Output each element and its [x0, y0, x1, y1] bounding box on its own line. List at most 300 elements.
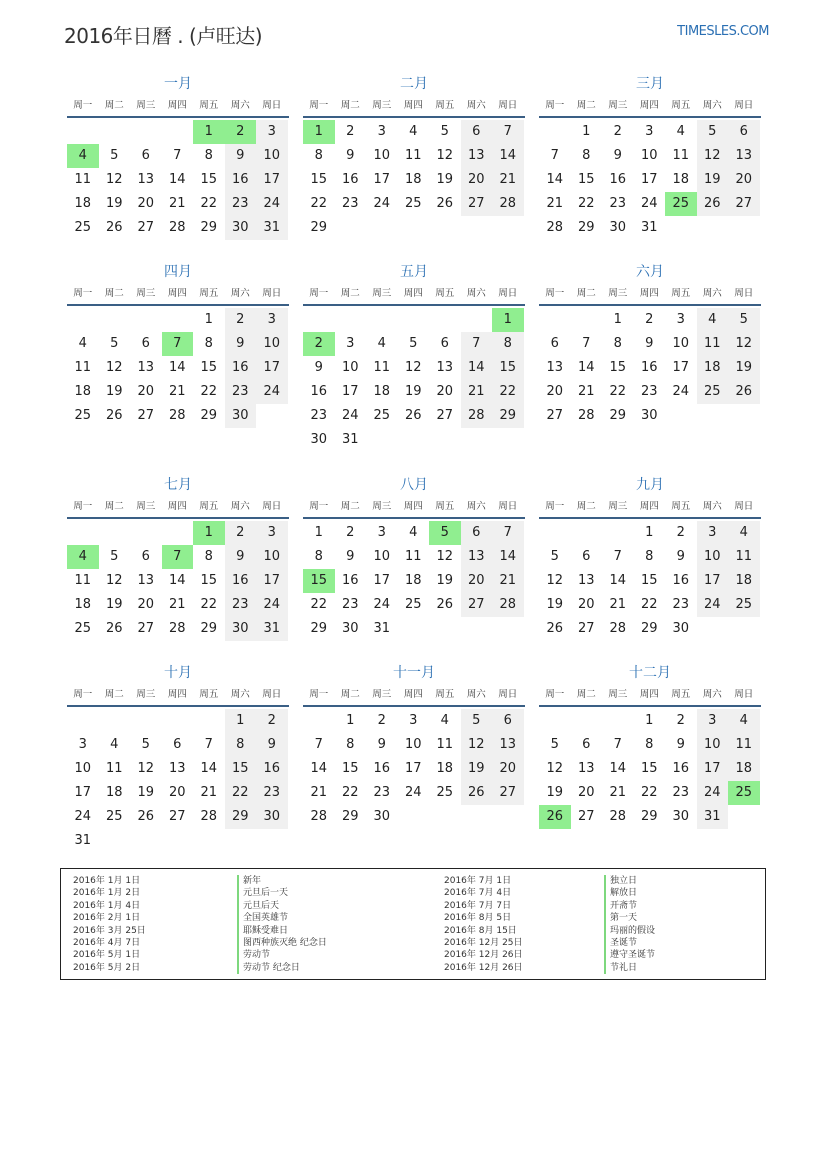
- day-cell[interactable]: 27: [728, 192, 760, 216]
- day-cell[interactable]: 26: [404, 408, 422, 423]
- day-cell[interactable]: 19: [105, 597, 123, 612]
- day-cell[interactable]: 11: [373, 360, 391, 375]
- day-cell[interactable]: 16: [341, 573, 359, 588]
- day-cell[interactable]: 7: [173, 148, 182, 163]
- day-cell[interactable]: 27: [436, 408, 454, 423]
- day-cell[interactable]: 19: [436, 172, 454, 187]
- day-cell[interactable]: 5: [110, 549, 119, 564]
- day-cell[interactable]: 23: [225, 593, 257, 617]
- day-cell[interactable]: 29: [492, 404, 524, 428]
- day-cell[interactable]: 2: [225, 521, 257, 545]
- day-cell[interactable]: 18: [728, 569, 760, 593]
- day-cell[interactable]: 14: [492, 144, 524, 168]
- day-cell[interactable]: 15: [200, 172, 218, 187]
- day-cell[interactable]: 12: [105, 172, 123, 187]
- day-cell[interactable]: 20: [577, 785, 595, 800]
- day-cell[interactable]: 6: [141, 336, 150, 351]
- day-cell[interactable]: 29: [310, 220, 328, 235]
- day-cell[interactable]: 2: [225, 308, 257, 332]
- day-cell[interactable]: 28: [609, 809, 627, 824]
- day-cell[interactable]: 3: [377, 124, 386, 139]
- day-cell[interactable]: 18: [74, 384, 92, 399]
- day-cell[interactable]: 3: [697, 709, 729, 733]
- day-cell[interactable]: 1: [225, 709, 257, 733]
- day-cell[interactable]: 10: [373, 549, 391, 564]
- day-cell[interactable]: 22: [577, 196, 595, 211]
- day-cell[interactable]: 1: [645, 713, 654, 728]
- day-cell[interactable]: 29: [341, 809, 359, 824]
- day-cell[interactable]: 11: [74, 172, 92, 187]
- day-cell[interactable]: 15: [577, 172, 595, 187]
- day-cell[interactable]: 8: [645, 549, 654, 564]
- day-cell[interactable]: 5: [550, 549, 559, 564]
- day-cell[interactable]: 21: [577, 384, 595, 399]
- day-cell[interactable]: 16: [256, 757, 288, 781]
- day-cell[interactable]: 5: [461, 709, 493, 733]
- day-cell[interactable]: 15: [609, 360, 627, 375]
- day-cell[interactable]: 17: [256, 356, 288, 380]
- day-cell[interactable]: 17: [74, 785, 92, 800]
- holiday-day-cell[interactable]: 2: [303, 332, 335, 356]
- day-cell[interactable]: 22: [341, 785, 359, 800]
- day-cell[interactable]: 24: [373, 597, 391, 612]
- day-cell[interactable]: 29: [609, 408, 627, 423]
- day-cell[interactable]: 4: [110, 737, 119, 752]
- day-cell[interactable]: 26: [105, 621, 123, 636]
- day-cell[interactable]: 7: [204, 737, 213, 752]
- day-cell[interactable]: 28: [168, 220, 186, 235]
- day-cell[interactable]: 18: [728, 757, 760, 781]
- day-cell[interactable]: 28: [168, 621, 186, 636]
- day-cell[interactable]: 6: [728, 120, 760, 144]
- day-cell[interactable]: 6: [492, 709, 524, 733]
- day-cell[interactable]: 13: [137, 360, 155, 375]
- day-cell[interactable]: 14: [546, 172, 564, 187]
- day-cell[interactable]: 6: [173, 737, 182, 752]
- day-cell[interactable]: 14: [461, 356, 493, 380]
- day-cell[interactable]: 9: [377, 737, 386, 752]
- day-cell[interactable]: 29: [200, 408, 218, 423]
- day-cell[interactable]: 29: [200, 220, 218, 235]
- day-cell[interactable]: 18: [373, 384, 391, 399]
- day-cell[interactable]: 3: [78, 737, 87, 752]
- day-cell[interactable]: 3: [346, 336, 355, 351]
- day-cell[interactable]: 30: [256, 805, 288, 829]
- day-cell[interactable]: 29: [640, 621, 658, 636]
- day-cell[interactable]: 27: [546, 408, 564, 423]
- day-cell[interactable]: 21: [168, 597, 186, 612]
- day-cell[interactable]: 30: [672, 809, 690, 824]
- day-cell[interactable]: 26: [436, 196, 454, 211]
- day-cell[interactable]: 30: [225, 404, 257, 428]
- day-cell[interactable]: 2: [256, 709, 288, 733]
- day-cell[interactable]: 14: [168, 573, 186, 588]
- day-cell[interactable]: 19: [105, 196, 123, 211]
- day-cell[interactable]: 20: [137, 384, 155, 399]
- day-cell[interactable]: 30: [310, 432, 328, 447]
- day-cell[interactable]: 10: [74, 761, 92, 776]
- day-cell[interactable]: 11: [728, 545, 760, 569]
- holiday-day-cell[interactable]: 7: [162, 332, 194, 356]
- day-cell[interactable]: 4: [409, 525, 418, 540]
- day-cell[interactable]: 10: [256, 545, 288, 569]
- day-cell[interactable]: 23: [256, 781, 288, 805]
- day-cell[interactable]: 3: [409, 713, 418, 728]
- day-cell[interactable]: 22: [200, 384, 218, 399]
- day-cell[interactable]: 21: [168, 196, 186, 211]
- day-cell[interactable]: 6: [440, 336, 449, 351]
- day-cell[interactable]: 27: [577, 621, 595, 636]
- day-cell[interactable]: 9: [225, 545, 257, 569]
- day-cell[interactable]: 22: [200, 196, 218, 211]
- day-cell[interactable]: 3: [256, 120, 288, 144]
- day-cell[interactable]: 23: [672, 785, 690, 800]
- day-cell[interactable]: 6: [141, 148, 150, 163]
- day-cell[interactable]: 30: [672, 621, 690, 636]
- day-cell[interactable]: 1: [346, 713, 355, 728]
- day-cell[interactable]: 27: [461, 593, 493, 617]
- day-cell[interactable]: 4: [728, 709, 760, 733]
- day-cell[interactable]: 15: [640, 761, 658, 776]
- day-cell[interactable]: 10: [697, 733, 729, 757]
- day-cell[interactable]: 30: [225, 617, 257, 641]
- day-cell[interactable]: 2: [346, 525, 355, 540]
- day-cell[interactable]: 20: [461, 569, 493, 593]
- day-cell[interactable]: 31: [341, 432, 359, 447]
- day-cell[interactable]: 14: [492, 545, 524, 569]
- day-cell[interactable]: 3: [676, 312, 685, 327]
- day-cell[interactable]: 6: [582, 737, 591, 752]
- day-cell[interactable]: 25: [105, 809, 123, 824]
- day-cell[interactable]: 21: [546, 196, 564, 211]
- day-cell[interactable]: 5: [728, 308, 760, 332]
- day-cell[interactable]: 8: [225, 733, 257, 757]
- day-cell[interactable]: 16: [225, 356, 257, 380]
- holiday-day-cell[interactable]: 26: [539, 805, 571, 829]
- day-cell[interactable]: 9: [676, 549, 685, 564]
- day-cell[interactable]: 28: [168, 408, 186, 423]
- day-cell[interactable]: 22: [640, 785, 658, 800]
- day-cell[interactable]: 19: [461, 757, 493, 781]
- day-cell[interactable]: 5: [409, 336, 418, 351]
- day-cell[interactable]: 16: [373, 761, 391, 776]
- day-cell[interactable]: 20: [168, 785, 186, 800]
- holiday-day-cell[interactable]: 2: [225, 120, 257, 144]
- day-cell[interactable]: 30: [373, 809, 391, 824]
- day-cell[interactable]: 12: [436, 148, 454, 163]
- day-cell[interactable]: 11: [74, 573, 92, 588]
- day-cell[interactable]: 31: [640, 220, 658, 235]
- day-cell[interactable]: 4: [409, 124, 418, 139]
- day-cell[interactable]: 11: [697, 332, 729, 356]
- day-cell[interactable]: 14: [168, 172, 186, 187]
- day-cell[interactable]: 24: [256, 192, 288, 216]
- day-cell[interactable]: 5: [110, 336, 119, 351]
- day-cell[interactable]: 10: [672, 336, 690, 351]
- day-cell[interactable]: 22: [609, 384, 627, 399]
- day-cell[interactable]: 9: [225, 332, 257, 356]
- day-cell[interactable]: 26: [546, 621, 564, 636]
- day-cell[interactable]: 16: [310, 384, 328, 399]
- day-cell[interactable]: 20: [137, 196, 155, 211]
- holiday-day-cell[interactable]: 1: [193, 120, 225, 144]
- day-cell[interactable]: 12: [728, 332, 760, 356]
- day-cell[interactable]: 22: [225, 781, 257, 805]
- day-cell[interactable]: 11: [105, 761, 123, 776]
- site-logo-text[interactable]: TIMESLES.COM: [677, 24, 769, 39]
- day-cell[interactable]: 12: [105, 360, 123, 375]
- day-cell[interactable]: 12: [697, 144, 729, 168]
- day-cell[interactable]: 26: [105, 408, 123, 423]
- day-cell[interactable]: 18: [697, 356, 729, 380]
- day-cell[interactable]: 14: [609, 761, 627, 776]
- day-cell[interactable]: 3: [256, 308, 288, 332]
- day-cell[interactable]: 23: [341, 597, 359, 612]
- day-cell[interactable]: 12: [404, 360, 422, 375]
- day-cell[interactable]: 15: [310, 172, 328, 187]
- day-cell[interactable]: 20: [137, 597, 155, 612]
- day-cell[interactable]: 24: [404, 785, 422, 800]
- day-cell[interactable]: 13: [137, 573, 155, 588]
- day-cell[interactable]: 27: [492, 781, 524, 805]
- day-cell[interactable]: 17: [256, 168, 288, 192]
- day-cell[interactable]: 27: [168, 809, 186, 824]
- day-cell[interactable]: 25: [373, 408, 391, 423]
- day-cell[interactable]: 13: [168, 761, 186, 776]
- day-cell[interactable]: 11: [404, 148, 422, 163]
- day-cell[interactable]: 7: [461, 332, 493, 356]
- day-cell[interactable]: 28: [492, 593, 524, 617]
- day-cell[interactable]: 20: [461, 168, 493, 192]
- day-cell[interactable]: 7: [613, 549, 622, 564]
- day-cell[interactable]: 18: [436, 761, 454, 776]
- day-cell[interactable]: 4: [78, 336, 87, 351]
- day-cell[interactable]: 28: [310, 809, 328, 824]
- day-cell[interactable]: 16: [672, 761, 690, 776]
- day-cell[interactable]: 21: [168, 384, 186, 399]
- day-cell[interactable]: 13: [577, 573, 595, 588]
- day-cell[interactable]: 27: [137, 408, 155, 423]
- day-cell[interactable]: 6: [582, 549, 591, 564]
- day-cell[interactable]: 31: [373, 621, 391, 636]
- day-cell[interactable]: 19: [404, 384, 422, 399]
- day-cell[interactable]: 26: [697, 192, 729, 216]
- day-cell[interactable]: 25: [436, 785, 454, 800]
- day-cell[interactable]: 25: [404, 597, 422, 612]
- day-cell[interactable]: 19: [546, 785, 564, 800]
- day-cell[interactable]: 22: [492, 380, 524, 404]
- day-cell[interactable]: 8: [582, 148, 591, 163]
- day-cell[interactable]: 31: [697, 805, 729, 829]
- day-cell[interactable]: 9: [613, 148, 622, 163]
- day-cell[interactable]: 8: [314, 549, 323, 564]
- day-cell[interactable]: 17: [640, 172, 658, 187]
- day-cell[interactable]: 19: [137, 785, 155, 800]
- day-cell[interactable]: 8: [204, 549, 213, 564]
- day-cell[interactable]: 16: [672, 573, 690, 588]
- day-cell[interactable]: 6: [141, 549, 150, 564]
- day-cell[interactable]: 8: [346, 737, 355, 752]
- day-cell[interactable]: 31: [256, 216, 288, 240]
- day-cell[interactable]: 16: [640, 360, 658, 375]
- day-cell[interactable]: 10: [404, 737, 422, 752]
- day-cell[interactable]: 8: [204, 148, 213, 163]
- holiday-day-cell[interactable]: 1: [193, 521, 225, 545]
- day-cell[interactable]: 14: [609, 573, 627, 588]
- day-cell[interactable]: 6: [550, 336, 559, 351]
- day-cell[interactable]: 30: [341, 621, 359, 636]
- day-cell[interactable]: 18: [404, 573, 422, 588]
- day-cell[interactable]: 8: [613, 336, 622, 351]
- day-cell[interactable]: 2: [613, 124, 622, 139]
- day-cell[interactable]: 14: [200, 761, 218, 776]
- day-cell[interactable]: 21: [609, 785, 627, 800]
- day-cell[interactable]: 28: [492, 192, 524, 216]
- day-cell[interactable]: 9: [676, 737, 685, 752]
- day-cell[interactable]: 15: [225, 757, 257, 781]
- day-cell[interactable]: 10: [256, 332, 288, 356]
- day-cell[interactable]: 8: [492, 332, 524, 356]
- day-cell[interactable]: 13: [728, 144, 760, 168]
- day-cell[interactable]: 1: [204, 312, 213, 327]
- day-cell[interactable]: 5: [440, 124, 449, 139]
- day-cell[interactable]: 3: [256, 521, 288, 545]
- day-cell[interactable]: 10: [373, 148, 391, 163]
- day-cell[interactable]: 5: [697, 120, 729, 144]
- day-cell[interactable]: 21: [609, 597, 627, 612]
- day-cell[interactable]: 10: [256, 144, 288, 168]
- day-cell[interactable]: 11: [74, 360, 92, 375]
- day-cell[interactable]: 24: [256, 593, 288, 617]
- day-cell[interactable]: 18: [105, 785, 123, 800]
- day-cell[interactable]: 30: [609, 220, 627, 235]
- day-cell[interactable]: 21: [310, 785, 328, 800]
- day-cell[interactable]: 19: [436, 573, 454, 588]
- day-cell[interactable]: 24: [672, 384, 690, 399]
- day-cell[interactable]: 25: [74, 220, 92, 235]
- day-cell[interactable]: 6: [461, 120, 493, 144]
- day-cell[interactable]: 5: [141, 737, 150, 752]
- day-cell[interactable]: 15: [640, 573, 658, 588]
- day-cell[interactable]: 7: [314, 737, 323, 752]
- day-cell[interactable]: 19: [697, 168, 729, 192]
- day-cell[interactable]: 27: [461, 192, 493, 216]
- day-cell[interactable]: 18: [672, 172, 690, 187]
- day-cell[interactable]: 14: [168, 360, 186, 375]
- day-cell[interactable]: 15: [492, 356, 524, 380]
- day-cell[interactable]: 29: [200, 621, 218, 636]
- day-cell[interactable]: 28: [577, 408, 595, 423]
- day-cell[interactable]: 4: [697, 308, 729, 332]
- day-cell[interactable]: 3: [645, 124, 654, 139]
- day-cell[interactable]: 23: [609, 196, 627, 211]
- day-cell[interactable]: 19: [546, 597, 564, 612]
- day-cell[interactable]: 12: [461, 733, 493, 757]
- day-cell[interactable]: 17: [373, 573, 391, 588]
- day-cell[interactable]: 29: [310, 621, 328, 636]
- day-cell[interactable]: 13: [546, 360, 564, 375]
- day-cell[interactable]: 2: [645, 312, 654, 327]
- day-cell[interactable]: 23: [225, 192, 257, 216]
- holiday-day-cell[interactable]: 5: [429, 521, 461, 545]
- day-cell[interactable]: 28: [609, 621, 627, 636]
- day-cell[interactable]: 21: [492, 569, 524, 593]
- day-cell[interactable]: 23: [672, 597, 690, 612]
- day-cell[interactable]: 27: [137, 621, 155, 636]
- day-cell[interactable]: 10: [697, 545, 729, 569]
- day-cell[interactable]: 16: [341, 172, 359, 187]
- holiday-day-cell[interactable]: 1: [492, 308, 524, 332]
- day-cell[interactable]: 2: [676, 713, 685, 728]
- day-cell[interactable]: 9: [225, 144, 257, 168]
- holiday-day-cell[interactable]: 15: [303, 569, 335, 593]
- day-cell[interactable]: 15: [341, 761, 359, 776]
- day-cell[interactable]: 2: [346, 124, 355, 139]
- holiday-day-cell[interactable]: 25: [728, 781, 760, 805]
- day-cell[interactable]: 24: [256, 380, 288, 404]
- day-cell[interactable]: 1: [314, 525, 323, 540]
- day-cell[interactable]: 28: [546, 220, 564, 235]
- day-cell[interactable]: 18: [404, 172, 422, 187]
- day-cell[interactable]: 25: [697, 380, 729, 404]
- day-cell[interactable]: 26: [105, 220, 123, 235]
- day-cell[interactable]: 24: [697, 781, 729, 805]
- day-cell[interactable]: 11: [672, 148, 690, 163]
- day-cell[interactable]: 22: [310, 196, 328, 211]
- day-cell[interactable]: 30: [225, 216, 257, 240]
- day-cell[interactable]: 13: [137, 172, 155, 187]
- day-cell[interactable]: 27: [137, 220, 155, 235]
- day-cell[interactable]: 7: [550, 148, 559, 163]
- day-cell[interactable]: 25: [404, 196, 422, 211]
- day-cell[interactable]: 11: [436, 737, 454, 752]
- day-cell[interactable]: 22: [310, 597, 328, 612]
- day-cell[interactable]: 13: [461, 545, 493, 569]
- day-cell[interactable]: 16: [225, 168, 257, 192]
- day-cell[interactable]: 15: [200, 360, 218, 375]
- day-cell[interactable]: 9: [346, 148, 355, 163]
- day-cell[interactable]: 28: [461, 404, 493, 428]
- day-cell[interactable]: 31: [256, 617, 288, 641]
- day-cell[interactable]: 1: [582, 124, 591, 139]
- day-cell[interactable]: 26: [436, 597, 454, 612]
- day-cell[interactable]: 10: [341, 360, 359, 375]
- day-cell[interactable]: 9: [645, 336, 654, 351]
- day-cell[interactable]: 22: [640, 597, 658, 612]
- day-cell[interactable]: 12: [436, 549, 454, 564]
- day-cell[interactable]: 13: [577, 761, 595, 776]
- day-cell[interactable]: 20: [436, 384, 454, 399]
- day-cell[interactable]: 14: [310, 761, 328, 776]
- day-cell[interactable]: 8: [645, 737, 654, 752]
- holiday-day-cell[interactable]: 4: [67, 144, 99, 168]
- day-cell[interactable]: 10: [640, 148, 658, 163]
- holiday-day-cell[interactable]: 25: [665, 192, 697, 216]
- day-cell[interactable]: 29: [577, 220, 595, 235]
- day-cell[interactable]: 17: [256, 569, 288, 593]
- day-cell[interactable]: 29: [225, 805, 257, 829]
- day-cell[interactable]: 20: [577, 597, 595, 612]
- day-cell[interactable]: 23: [640, 384, 658, 399]
- day-cell[interactable]: 7: [492, 521, 524, 545]
- day-cell[interactable]: 21: [492, 168, 524, 192]
- day-cell[interactable]: 11: [728, 733, 760, 757]
- day-cell[interactable]: 8: [314, 148, 323, 163]
- day-cell[interactable]: 9: [256, 733, 288, 757]
- day-cell[interactable]: 17: [672, 360, 690, 375]
- day-cell[interactable]: 3: [697, 521, 729, 545]
- day-cell[interactable]: 15: [200, 573, 218, 588]
